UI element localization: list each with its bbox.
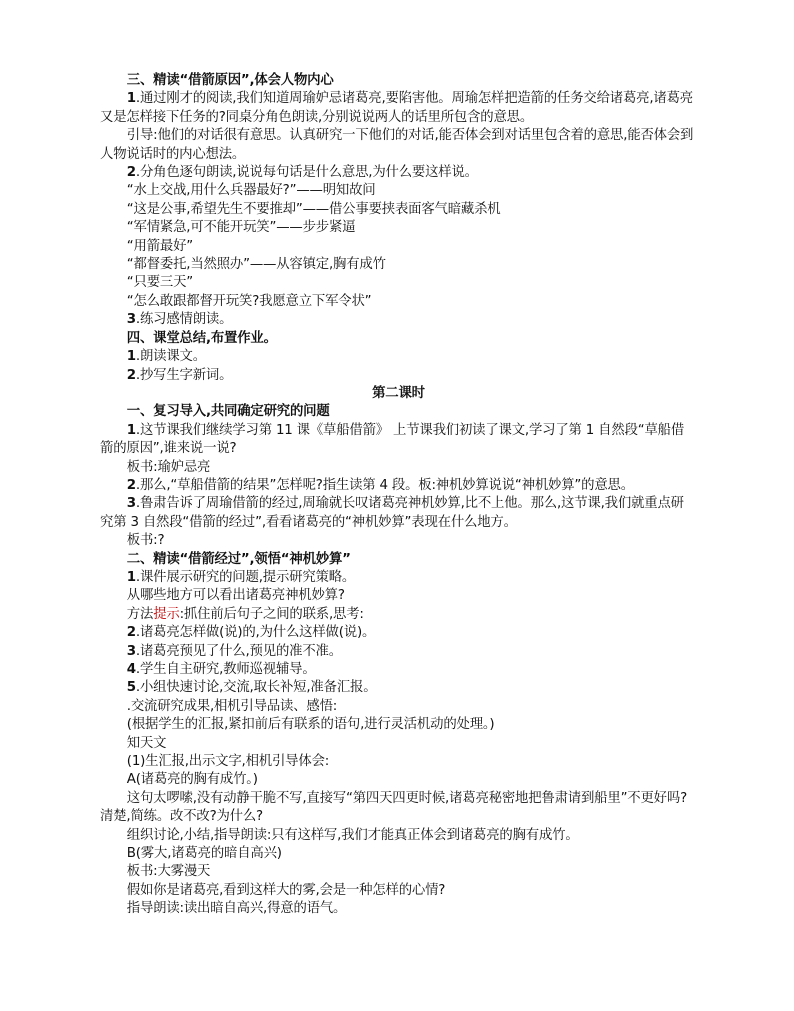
text-span: .诸葛亮预见了什么,预见的准不准。 [135,643,342,659]
paragraph [100,643,697,661]
paragraph [100,422,697,459]
text-span: .交流研究成果,相机引导品读、感悟: [126,698,338,714]
paragraph [100,587,697,605]
text-span: 引导:他们的对话很有意思。认真研究一下他们的对话,能否体会到对话里包含着的意思,能否体会到人物说话时的内心想法。 [100,128,694,162]
item-number: 2 [126,165,136,181]
text-span: 四、课堂总结,布置作业。 [126,330,277,346]
paragraph [100,845,697,863]
paragraph [100,698,697,716]
paragraph [100,238,697,256]
text-span: “军情紧急,可不能开玩笑”——步步紧逼 [126,220,356,236]
paragraph [100,606,697,624]
item-number: 2 [126,367,136,383]
paragraph [100,477,697,495]
text-span: B(雾大,诸葛亮的暗自高兴) [126,846,282,862]
paragraph [100,771,697,789]
item-number: 2 [126,625,136,641]
text-span: 板书:大雾漫天 [126,864,211,880]
paragraph [100,201,697,219]
paragraph [100,495,697,532]
paragraph [100,367,697,385]
text-span: :抓住前后句子之间的联系,思考: [179,606,364,622]
text-span: 板书:瑜妒忌亮 [126,459,211,475]
text-span: 这句太啰嗦,没有动静干脆不写,直接写“第四天四更时候,诸葛亮秘密地把鲁肃请到船里”不更好吗?清楚,简练。改不改?为什么? [100,790,687,825]
paragraph [100,753,697,771]
paragraph [100,790,697,827]
paragraph [100,293,697,311]
text-span: .鲁肃告诉了周瑜借箭的经过,周瑜就长叹诸葛亮神机妙算,比不上他。那么,这节课,我们就重点研究第 3 自然段“借箭的经过”,看看诸葛亮的“神机妙算”表现在什么地方。 [100,496,684,530]
item-number: 3 [126,312,136,328]
text-span: 第二课时 [372,385,425,401]
text-span: “水上交战,用什么兵器最好?”——明知故问 [126,183,376,199]
paragraph [100,827,697,845]
section-heading [100,330,697,348]
text-span: .诸葛亮怎样做(说)的,为什么这样做(说)。 [135,625,376,641]
text-span: 一、复习导入,共同确定研究的问题 [126,404,330,420]
text-span: .朗读课文。 [135,349,206,365]
text-span: “都督委托,当然照办”——从容镇定,胸有成竹 [126,257,386,273]
text-span: 方法 [126,606,154,622]
paragraph [100,679,697,697]
text-span: .小组快速讨论,交流,取长补短,准备汇报。 [135,680,377,696]
paragraph [100,182,697,200]
paragraph [100,882,697,900]
document-body [100,72,697,919]
item-number: 3 [126,643,136,659]
text-span: 指导朗读:读出暗自高兴,得意的语气。 [126,901,347,917]
paragraph [100,256,697,274]
item-number: 2 [126,477,136,493]
paragraph [100,569,697,587]
paragraph [100,532,697,550]
section-heading [100,403,697,421]
text-span: (根据学生的汇报,紧扣前后有联系的语句,进行灵活机动的处理。) [126,717,495,733]
text-span: 从哪些地方可以看出诸葛亮神机妙算? [126,588,345,604]
paragraph [100,735,697,753]
section-heading [100,72,697,90]
item-number: 3 [126,496,136,512]
item-number: 5 [126,680,136,696]
text-span: .这节课我们继续学习第 11 课《草船借箭》 上节课我们初读了课文,学习了第 1 自然段“草船借箭的原因”,谁来说一说? [100,422,685,457]
text-span: .那么,“草船借箭的结果”怎样呢?指生读第 4 段。板:神机妙算说说“神机妙算”的意思。 [135,477,634,493]
item-number: 1 [126,569,136,585]
section-heading [100,551,697,569]
text-span: (1)生汇报,出示文字,相机引导体会: [126,754,330,770]
text-span: 假如你是诸葛亮,看到这样大的雾,会是一种怎样的心情? [126,882,446,898]
item-number: 1 [126,349,136,365]
text-span: .课件展示研究的问题,提示研究策略。 [135,569,356,585]
highlighted-text: 提示 [153,606,180,622]
text-span: “用箭最好” [126,238,194,254]
text-span: 三、精读“借箭原因”,体会人物内心 [126,73,334,88]
text-span: 二、精读“借箭经过”,领悟“神机妙算” [126,551,351,567]
paragraph [100,164,697,182]
item-number: 1 [126,91,136,107]
text-span: .分角色逐句朗读,说说每句话是什么意思,为什么要这样说。 [135,165,478,181]
text-span: 板书:? [126,533,165,549]
text-span: “怎么敢跟都督开玩笑?我愿意立下军令状” [126,293,372,309]
text-span: .练习感情朗读。 [135,312,233,328]
text-span: 组织讨论,小结,指导朗读:只有这样写,我们才能真正体会到诸葛亮的胸有成竹。 [126,827,579,843]
paragraph [100,311,697,329]
paragraph [100,716,697,734]
text-span: .抄写生字新词。 [135,367,233,383]
text-span: .学生自主研究,教师巡视辅导。 [135,662,316,677]
paragraph [100,900,697,918]
paragraph [100,219,697,237]
paragraph [100,624,697,642]
text-span: A(诸葛亮的胸有成竹。) [126,772,258,788]
paragraph [100,661,697,679]
item-number: 4 [126,662,136,677]
paragraph [100,127,697,164]
text-span: 知天文 [126,735,167,751]
paragraph [100,459,697,477]
paragraph [100,348,697,366]
paragraph [100,863,697,881]
text-span: .通过刚才的阅读,我们知道周瑜妒忌诸葛亮,要陷害他。周瑜怎样把造箭的任务交给诸葛亮,诸葛亮又是怎样接下任务的?同桌分角色朗读,分别说说两人的话里所包含的意思。 [100,91,693,125]
text-span: “只要三天” [126,275,194,291]
section-title [100,385,697,403]
paragraph [100,90,697,127]
paragraph [100,274,697,292]
item-number: 1 [126,422,136,438]
text-span: “这是公事,希望先生不要推却”——借公事要挟表面客气暗藏杀机 [126,201,501,217]
